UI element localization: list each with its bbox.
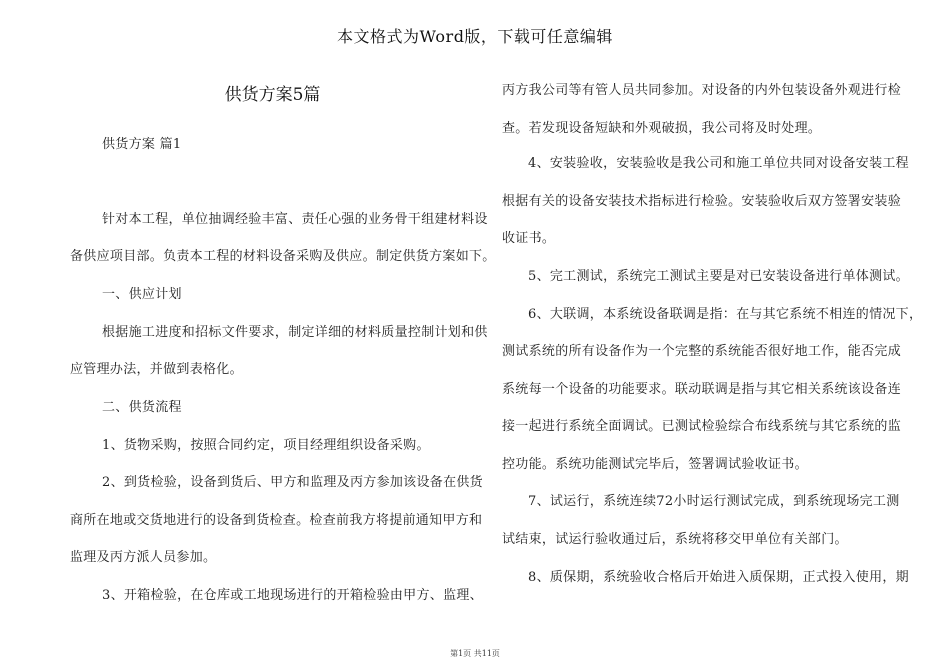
paragraph-line: 应管理办法，并做到表格化。 (70, 362, 243, 377)
document-title: 供货方案5篇 (224, 85, 321, 105)
paragraph-line: 7、试运行，系统连续72小时运行测试完成，到系统现场完工测 (528, 494, 900, 509)
paragraph-line: 备供应项目部。负责本工程的材料设备采购及供应。制定供货方案如下。 (70, 249, 496, 264)
paragraph-line: 根据有关的设备安装技术指标进行检验。安装验收后双方签署安装验 (502, 194, 902, 209)
paragraph-line: 6、大联调，本系统设备联调是指：在与其它系统不相连的情况下， (528, 307, 923, 322)
page-footer: 第1页 共11页 (450, 649, 500, 658)
paragraph-line: 试结束，试运行验收通过后，系统将移交甲单位有关部门。 (502, 532, 848, 547)
paragraph-line: 5、完工测试，系统完工测试主要是对已安装设备进行单体测试。 (528, 269, 909, 284)
paragraph-line: 系统每一个设备的功能要求。联动联调是指与其它相关系统该设备连 (502, 382, 902, 397)
paragraph-line: 接一起进行系统全面调试。已测试检验综合布线系统与其它系统的监 (502, 419, 902, 434)
paragraph-line: 商所在地或交货地进行的设备到货检查。检查前我方将提前通知甲方和 (70, 513, 483, 528)
paragraph-line: 测试系统的所有设备作为一个完整的系统能否很好地工作，能否完成 (502, 344, 902, 359)
paragraph-line: 根据施工进度和招标文件要求，制定详细的材料质量控制计划和供 (102, 325, 488, 340)
paragraph-line: 针对本工程，单位抽调经验丰富、责任心强的业务骨干组建材料设 (102, 212, 488, 227)
paragraph-line: 二、供货流程 (102, 400, 182, 415)
paragraph-line: 收证书。 (502, 231, 556, 246)
paragraph-line: 1、货物采购，按照合同约定，项目经理组织设备采购。 (102, 438, 430, 453)
section-heading: 供货方案 篇1 (102, 137, 182, 152)
paragraph-line: 一、供应计划 (102, 287, 182, 302)
paragraph-line: 4、安装验收，安装验收是我公司和施工单位共同对设备安装工程 (528, 156, 909, 171)
paragraph-line: 8、质保期，系统验收合格后开始进入质保期，正式投入使用，期 (528, 570, 909, 585)
paragraph-line: 丙方我公司等有管人员共同参加。对设备的内外包装设备外观进行检 (502, 83, 902, 98)
paragraph-line: 2、到货检验，设备到货后、甲方和监理及丙方参加该设备在供货 (102, 475, 483, 490)
paragraph-line: 3、开箱检验，在仓库或工地现场进行的开箱检验由甲方、监理、 (102, 588, 483, 603)
paragraph-line: 监理及丙方派人员参加。 (70, 550, 217, 565)
paragraph-line: 控功能。系统功能测试完毕后，签署调试验收证书。 (502, 457, 808, 472)
page-banner: 本文格式为Word版，下载可任意编辑 (337, 27, 613, 46)
paragraph-line: 查。若发现设备短缺和外观破损，我公司将及时处理。 (502, 121, 822, 136)
